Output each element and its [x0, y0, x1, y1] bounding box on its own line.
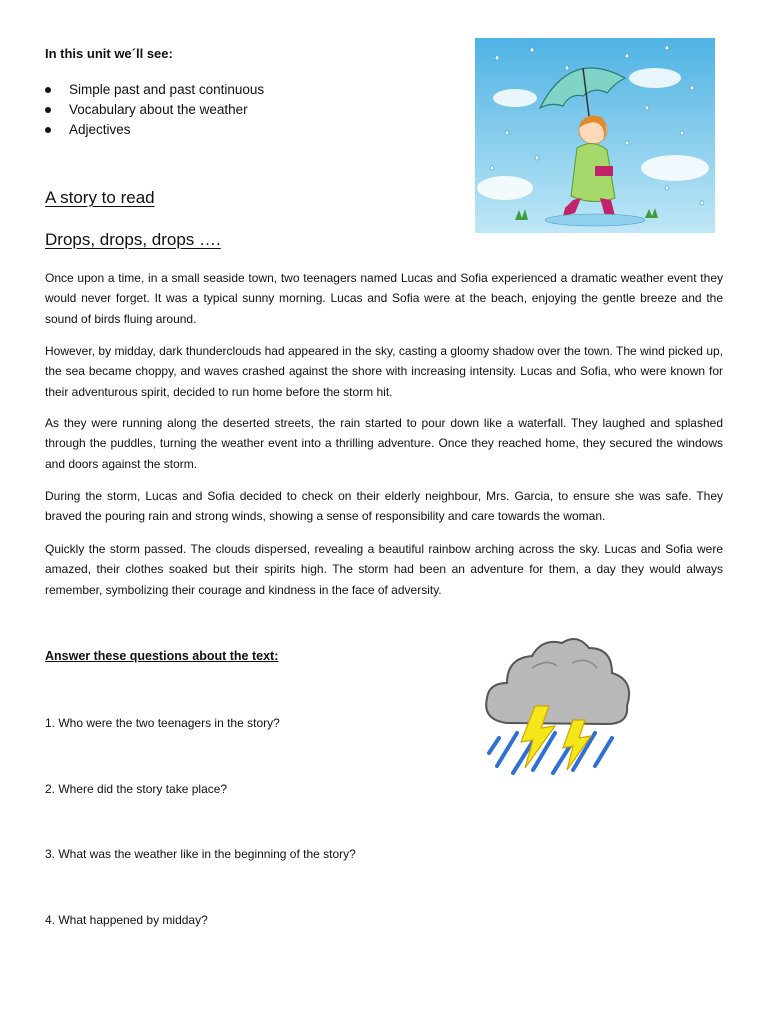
story-paragraph: During the storm, Lucas and Sofia decided to check on their elderly neighbour, Mrs. Garcia, to ensure she was safe. They braved the pouring rain and strong winds, showing a sense of responsibility and care towards the woman.	[45, 489, 723, 524]
storm-cloud-illustration	[477, 628, 637, 788]
bullet-icon	[45, 87, 51, 93]
question-item: 3. What was the weather like in the beginning of the story?	[45, 847, 356, 861]
question-item: 1. Who were the two teenagers in the story?	[45, 716, 280, 730]
list-item: Adjectives	[45, 120, 264, 140]
story-paragraph: Once upon a time, in a small seaside town, two teenagers named Lucas and Sofia experienced a dramatic weather event they would never forget. It was a typical sunny morning. Lucas and Sofia were at the beach, enjoying the gentle breeze and the sound of birds fluing around.	[45, 271, 723, 326]
list-item: Vocabulary about the weather	[45, 100, 264, 120]
questions-heading: Answer these questions about the text:	[45, 649, 279, 663]
section-title: A story to read	[45, 188, 155, 207]
story-paragraph: However, by midday, dark thunderclouds had appeared in the sky, casting a gloomy shadow over the town. The wind picked up, the sea became choppy, and waves crashed against the shore with increasing intensity. Lucas and Sofia, who were known for their adventurous spirit, decided to run home before the storm hit.	[45, 344, 723, 399]
bullet-icon	[45, 127, 51, 133]
unit-topics-list	[45, 80, 264, 140]
question-item: 2. Where did the story take place?	[45, 782, 228, 796]
story-title: Drops, drops, drops ….	[45, 230, 221, 249]
story-paragraph: Quickly the storm passed. The clouds dispersed, revealing a beautiful rainbow arching across the sky. Lucas and Sofia were amazed, their clothes soaked but their spirits high. The storm had been an adventure for them, a day they would always remember, symbolizing their courage and kindness in the face of adversity.	[45, 542, 723, 597]
intro-heading: In this unit we´ll see:	[45, 46, 173, 61]
story-paragraph: As they were running along the deserted streets, the rain started to pour down like a waterfall. They laughed and splashed through the puddles, turning the weather event into a thrilling adventure. Once they reached home, they secured the windows and doors against the storm.	[45, 416, 723, 471]
question-item: 4. What happened by midday?	[45, 913, 208, 927]
bullet-icon	[45, 107, 51, 113]
girl-umbrella-illustration	[475, 38, 715, 233]
list-item: Simple past and past continuous	[45, 80, 264, 100]
